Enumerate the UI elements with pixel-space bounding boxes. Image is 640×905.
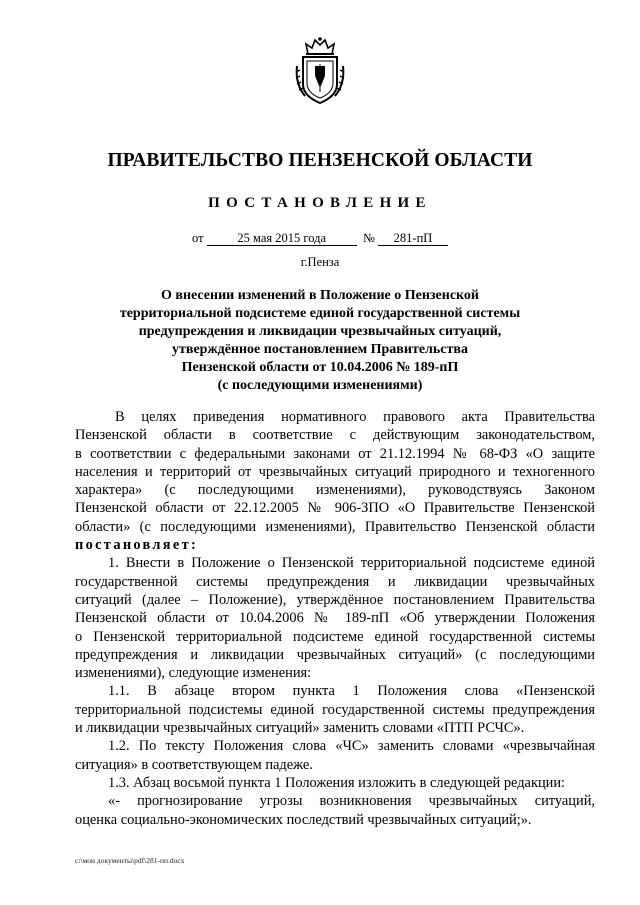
title-line: предупреждения и ликвидации чрезвычайных ситуаций, [138, 324, 502, 340]
body-line: В целях приведения нормативного правового акта Правительства [115, 409, 595, 425]
document-type: ПОСТАНОВЛЕНИЕ [208, 195, 432, 211]
body-line-resolves: постановляет: [75, 537, 199, 554]
body-line: ситуаций (далее – Положение), утверждённое постановлением Правительства [75, 591, 595, 608]
title-line: (с последующими изменениями) [217, 378, 423, 394]
body-line: предупреждения и ликвидации чрезвычайных ситуаций» (с последующими [75, 646, 595, 663]
body-line: территориальной подсистемы единой государственной системы предупреждения [75, 701, 595, 718]
organization-name: ПРАВИТЕЛЬСТВО ПЕНЗЕНСКОЙ ОБЛАСТИ [107, 150, 533, 171]
body-line: о Пензенской территориальной подсистеме единой государственной системы [75, 628, 595, 645]
city: г.Пенза [300, 255, 340, 269]
body-line: «- прогнозирование угрозы возникновения чрезвычайных ситуаций, [108, 793, 595, 810]
document-body [75, 408, 595, 829]
title-line: утверждённое постановлением Правительства [172, 342, 468, 358]
document-date: 25 мая 2015 года [207, 231, 357, 246]
body-line: 1.3. Абзац восьмой пункта 1 Положения изложить в следующей редакции: [108, 774, 566, 791]
body-line: ситуация» в соответствующем падеже. [75, 756, 313, 773]
body-line: изменениями), следующие изменения: [75, 665, 312, 682]
body-line: области» (с последующими изменениями), Правительство Пензенской области [75, 518, 595, 535]
title-line: территориальной подсистеме единой государственной системы [119, 306, 521, 322]
body-line: в соответствии с федеральными законами от 21.12.1994 № 68-ФЗ «О защите [75, 445, 595, 462]
body-line: Пензенской области в соответствие с действующим законодательством, [75, 427, 595, 444]
body-line: государственной системы предупреждения и ликвидации чрезвычайных [75, 573, 595, 590]
body-line: Пензенской области от 22.12.2005 № 906-ЗПО «О Правительстве Пензенской [75, 500, 595, 517]
body-line: 1. Внести в Положение о Пензенской территориальной подсистеме единой [108, 555, 595, 572]
number-label: № [362, 231, 375, 245]
title-line: О внесении изменений в Положение о Пензенской [161, 288, 479, 303]
date-number-line [0, 231, 640, 246]
body-line: населения и территорий от чрезвычайных ситуаций природного и техногенного [75, 463, 595, 480]
body-line: 1.1. В абзаце втором пункта 1 Положения слова «Пензенской [108, 683, 595, 700]
body-line: и ликвидации чрезвычайных ситуаций» заменить словами «ПТП РСЧС». [75, 720, 525, 737]
file-path-footer: c:\мои документы\pdf\281-пп.docx [75, 856, 185, 865]
body-line: оценка социально-экономических последствий чрезвычайных ситуаций;». [75, 811, 532, 828]
document-title [110, 287, 530, 396]
date-prefix: от [192, 231, 204, 245]
body-line: 1.2. По тексту Положения слова «ЧС» заменить словами «чрезвычайная [108, 738, 595, 755]
title-line: Пензенской области от 10.04.2006 № 189-пП [181, 360, 459, 376]
body-line: характера» (с последующими изменениями), руководствуясь Законом [75, 482, 595, 499]
document-number: 281-пП [378, 231, 448, 246]
body-line: Пензенской области от 10.04.2006 № 189-пП «Об утверждении Положения [75, 610, 595, 627]
coat-of-arms-emblem [293, 36, 347, 106]
